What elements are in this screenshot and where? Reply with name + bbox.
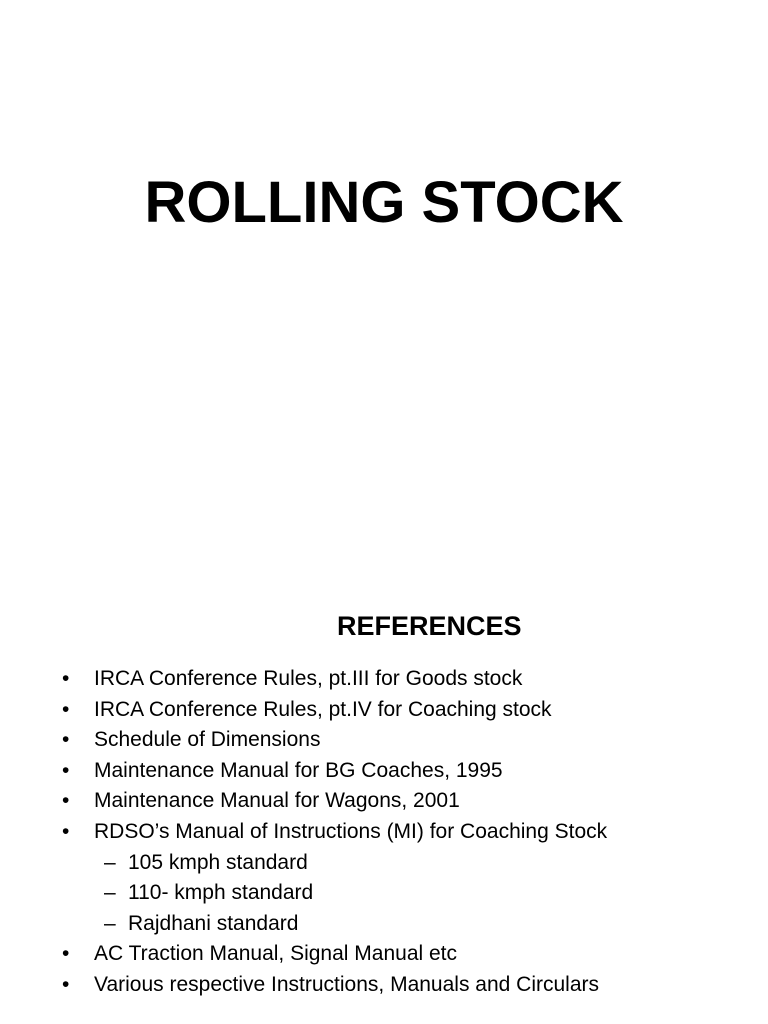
- list-item-text: IRCA Conference Rules, pt.IV for Coaching stock: [94, 697, 552, 721]
- dash-icon: –: [104, 850, 116, 874]
- list-item-text: Various respective Instructions, Manuals and Circulars: [94, 972, 599, 996]
- slide-title: ROLLING STOCK: [144, 170, 624, 235]
- list-item: [62, 817, 762, 848]
- list-item-text: AC Traction Manual, Signal Manual etc: [94, 942, 458, 966]
- list-item: [62, 939, 762, 970]
- bullet-icon: •: [62, 972, 70, 996]
- bullet-icon: •: [62, 819, 70, 843]
- list-item: [62, 725, 762, 756]
- list-item: [62, 664, 762, 695]
- bullet-icon: •: [62, 789, 70, 813]
- bullet-icon: •: [62, 942, 70, 966]
- sub-list-item: [62, 848, 762, 879]
- list-item-text: IRCA Conference Rules, pt.III for Goods stock: [94, 667, 523, 690]
- references-heading: REFERENCES: [337, 611, 522, 641]
- sub-list-item: [62, 878, 762, 909]
- dash-icon: –: [104, 911, 116, 935]
- list-item: [62, 970, 762, 1001]
- list-item-text: Maintenance Manual for BG Coaches, 1995: [94, 758, 503, 782]
- bullet-icon: •: [62, 758, 70, 782]
- sub-list-item-text: 105 kmph standard: [128, 850, 308, 874]
- dash-icon: –: [104, 881, 116, 905]
- bullet-icon: •: [62, 728, 70, 752]
- list-item: [62, 756, 762, 787]
- references-list: [62, 664, 762, 1001]
- sub-list-item-text: 110- kmph standard: [128, 881, 314, 905]
- bullet-icon: •: [62, 667, 70, 690]
- sub-list-item-text: Rajdhani standard: [128, 911, 299, 935]
- list-item-text: Schedule of Dimensions: [94, 728, 321, 752]
- list-item: [62, 695, 762, 726]
- list-item-text: RDSO’s Manual of Instructions (MI) for Coaching Stock: [94, 819, 608, 843]
- list-item-text: Maintenance Manual for Wagons, 2001: [94, 789, 460, 813]
- sub-list-item: [62, 909, 762, 940]
- bullet-icon: •: [62, 697, 70, 721]
- list-item: [62, 786, 762, 817]
